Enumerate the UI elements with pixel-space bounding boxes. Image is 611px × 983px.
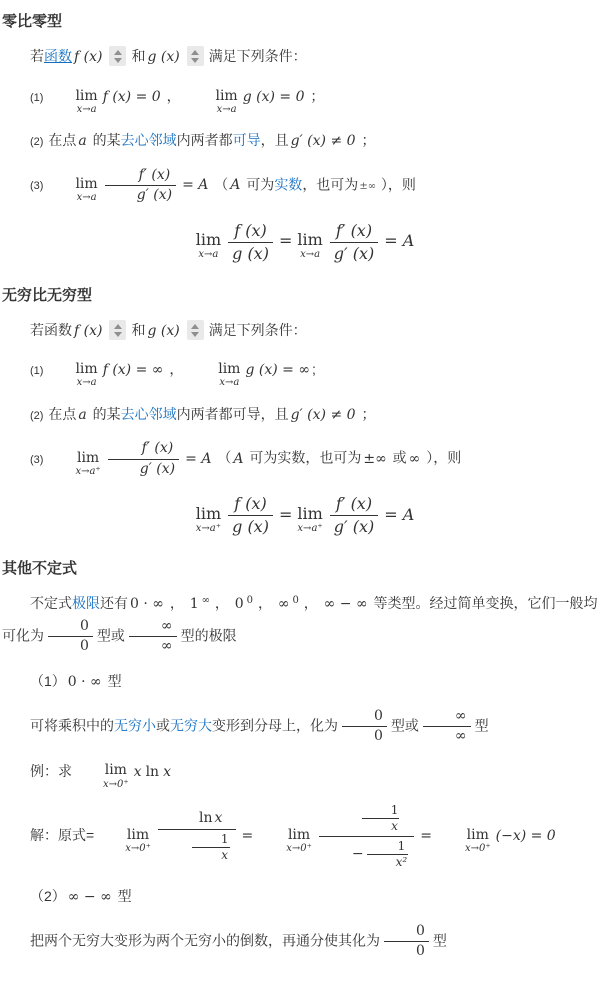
fraction-denominator: ∞ [454, 728, 467, 745]
fraction-denominator: g (x) [232, 517, 269, 537]
text: 型或 [390, 717, 419, 734]
fraction-denominator: x [221, 847, 229, 862]
lim-word: lim [287, 827, 311, 844]
text: ，且 [260, 132, 289, 149]
text: 在点 [48, 132, 77, 149]
math-pm-infinity: ±∞ [363, 451, 387, 468]
end-punctuation: ； [361, 132, 376, 149]
fraction-numerator: f′ (x) [105, 167, 176, 187]
stepper-down-icon [114, 332, 122, 337]
math-g-of-x: g (x) [147, 322, 180, 339]
math-pm-infinity: ±∞ [359, 181, 377, 193]
equals-sign: = [278, 231, 293, 251]
intro-text: 若 [30, 48, 44, 64]
text: 不定式 [30, 595, 72, 612]
link-shishu[interactable]: 实数 [274, 176, 303, 193]
inner-fraction-1-over-x [192, 832, 230, 863]
math-exponent: 0 [246, 594, 254, 606]
text: 的某 [92, 405, 121, 422]
fraction-numerator: f (x) [228, 221, 273, 243]
math-x: x [133, 763, 142, 780]
text: 例：求 [30, 762, 72, 779]
lim-word: lim [215, 87, 238, 104]
formula-stepper-icon[interactable] [109, 320, 126, 340]
text: 变形到分母上，化为 [212, 717, 338, 734]
stepper-down-icon [114, 58, 122, 63]
lim-subscript: x→0⁺ [464, 843, 491, 855]
limit-operator [75, 762, 129, 790]
stepper-up-icon [191, 50, 199, 55]
fraction-numerator: 0 [384, 923, 429, 943]
lim-word: lim [76, 449, 100, 466]
lim-subscript: x→0⁺ [125, 843, 151, 855]
s3-subheading-2 [2, 883, 607, 911]
fraction-denominator [158, 830, 236, 864]
lim-subscript: x→a [76, 192, 97, 204]
math-base: 0 [234, 596, 244, 613]
fraction-denominator: g′ (x) [333, 517, 375, 537]
link-wuqiongxiao[interactable]: 无穷小 [114, 717, 156, 734]
lim-word: lim [195, 230, 222, 250]
limit-operator [47, 88, 97, 116]
end-punctuation: ； [310, 87, 325, 104]
text: 可为实数，也可为 [249, 450, 362, 467]
link-quxin-linyu[interactable]: 去心邻域 [120, 132, 177, 149]
item-marker: (2) [30, 409, 44, 422]
fraction-denominator: g (x) [232, 243, 269, 263]
fraction-numerator: 1 [192, 832, 230, 848]
lim-word: lim [104, 762, 127, 779]
math-zero-times-inf: 0 · ∞ [130, 596, 164, 613]
lim-subscript: x→a [198, 249, 219, 261]
formula-stepper-icon[interactable] [109, 46, 126, 66]
text: 型 [107, 672, 122, 689]
s1-condition-3 [2, 167, 607, 205]
math-g-of-x: g (x) [147, 49, 180, 65]
math-base: 1 [189, 596, 199, 613]
fraction-numerator: ∞ [423, 708, 471, 728]
limit-operator [190, 361, 240, 389]
text: 把两个无穷大变形为两个无穷小的倒数，再通分使其化为 [30, 932, 380, 949]
math-base: ∞ [277, 596, 290, 613]
separator: ， [169, 361, 184, 378]
limit-operator [196, 231, 221, 261]
fraction-numerator: f′ (x) [108, 440, 179, 460]
text: （2） [30, 888, 66, 905]
math-A: A [233, 451, 244, 468]
lim-subscript: x→a⁺ [195, 523, 222, 535]
limit-operator [437, 827, 491, 855]
link-wuqiongda[interactable]: 无穷大 [170, 717, 212, 734]
fraction-zero-over-zero [384, 923, 429, 961]
link-hanshu[interactable]: 函数 [44, 48, 72, 64]
fraction-inf-over-inf [423, 708, 471, 746]
math-ln-operator: ln [145, 763, 160, 780]
s1-condition-2 [2, 127, 607, 155]
text: ），则 [426, 450, 462, 467]
fraction [330, 494, 378, 537]
stepper-up-icon [114, 50, 122, 55]
math-equals-A: = A [182, 177, 209, 194]
math-equals-A: = A [384, 505, 415, 525]
limit-operator [297, 505, 322, 535]
s2-condition-2 [2, 401, 607, 429]
formula-stepper-icon[interactable] [187, 46, 204, 66]
limit-operator [187, 88, 237, 116]
fraction-numerator [319, 802, 414, 837]
fraction-denominator [319, 837, 414, 871]
fraction-numerator: 0 [48, 618, 93, 638]
equals-sign: = [241, 828, 254, 845]
separator: ， [166, 87, 181, 104]
math-exponent: 0 [292, 594, 299, 606]
math-f-of-x: f (x) [74, 322, 103, 339]
math-expression: g (x) = ∞ [245, 362, 310, 379]
fraction-numerator: 0 [342, 708, 387, 728]
separator: ， [303, 595, 318, 612]
lim-word: lim [218, 361, 241, 378]
s3-example-line [2, 758, 607, 791]
fraction-denominator: x [391, 819, 398, 834]
formula-stepper-icon[interactable] [187, 320, 204, 340]
s3-paragraph-types [2, 590, 607, 656]
intro-text: 若函数 [30, 321, 72, 338]
fraction-denominator: 0 [374, 728, 383, 745]
math-exponent: ∞ [201, 594, 210, 606]
s3-subheading-1 [2, 668, 607, 696]
fraction-denominator: g′ (x) [333, 243, 375, 263]
text: 型 [432, 932, 447, 949]
math-zero-times-inf: 0 · ∞ [67, 673, 102, 690]
limit-operator [47, 361, 97, 389]
lim-word: lim [75, 361, 98, 378]
item-marker: (3) [30, 180, 44, 193]
text: 型或 [96, 627, 125, 644]
fraction-denominator: 0 [80, 638, 89, 655]
intro-text: 和 [131, 48, 146, 64]
fraction-denominator: x² [395, 855, 408, 870]
fraction-denominator: g′ (x) [136, 187, 173, 204]
limit-operator [97, 827, 151, 855]
math-a: a [78, 133, 87, 150]
lim-subscript: x→a [300, 249, 321, 261]
math-equals-A: = A [384, 231, 415, 251]
math-ln-operator: ln [198, 810, 213, 827]
fraction [228, 221, 273, 264]
end-punctuation: ； [361, 405, 376, 422]
text: ），则 [380, 176, 416, 193]
text: 或 [392, 450, 407, 467]
item-marker: (1) [30, 365, 44, 378]
text: 型的极限 [180, 627, 237, 644]
math-f-of-x: f (x) [74, 49, 103, 65]
equals-sign: = [420, 828, 432, 845]
equals-sign: = [278, 505, 293, 525]
fraction-denominator: ∞ [160, 638, 173, 655]
fraction-1x-over-neg-1x2 [319, 802, 414, 871]
separator: ， [257, 595, 272, 612]
fraction-numerator: ∞ [129, 618, 177, 638]
lim-subscript: x→a [219, 377, 240, 389]
lim-word: lim [195, 503, 222, 523]
heading-zero-over-zero: 零比零型 [2, 13, 63, 30]
text: 型 [117, 888, 132, 905]
stepper-down-icon [191, 332, 199, 337]
math-expression: f (x) = 0 [102, 88, 161, 105]
text: 或 [156, 717, 170, 734]
math-equals-A: = A [185, 451, 212, 468]
text: 可为 [246, 176, 275, 193]
link-jixian[interactable]: 极限 [72, 595, 100, 612]
text: 解：原式= [30, 827, 95, 844]
text: 可将乘积中的 [30, 717, 114, 734]
text: 型 [474, 717, 489, 734]
fraction-numerator: f (x) [228, 494, 273, 516]
end-punctuation: ; [311, 361, 316, 378]
intro-text: 满足下列条件： [208, 321, 307, 338]
fraction-numerator: f′ (x) [330, 221, 378, 243]
inner-fraction-1-over-x2 [367, 839, 409, 870]
fraction [228, 494, 273, 537]
math-expression: (−x) = 0 [495, 828, 556, 845]
math-expression: f (x) = ∞ [102, 362, 164, 379]
limit-operator [196, 505, 221, 535]
minus-sign: − [351, 846, 364, 863]
s2-condition-1 [2, 356, 607, 389]
math-x: x [163, 763, 171, 780]
fraction-numerator: 1 [362, 803, 400, 819]
s1-condition-1 [2, 83, 607, 116]
s2-condition-3 [2, 440, 607, 478]
text: （1） [30, 672, 66, 689]
math-a: a [78, 406, 87, 423]
text: 等类型。经过简单变换，它们一般均可化为 [2, 595, 598, 644]
stepper-down-icon [191, 58, 199, 63]
fraction [108, 440, 179, 478]
math-inf-minus-inf: ∞ − ∞ [67, 889, 112, 906]
lim-word: lim [297, 503, 323, 523]
lim-word: lim [75, 176, 98, 193]
lim-subscript: x→a [76, 377, 97, 389]
item-marker: (2) [30, 136, 44, 149]
s2-conclusion-formula [2, 494, 607, 537]
text: （ [214, 176, 229, 193]
lim-subscript: x→a [216, 103, 237, 115]
s2-intro-line [2, 317, 607, 345]
s3-paragraph-method-2 [2, 923, 607, 961]
fraction-denominator: g′ (x) [139, 460, 176, 477]
fraction-numerator: 1 [367, 839, 409, 855]
fraction-zero-over-zero [342, 708, 387, 746]
fraction-denominator: 0 [416, 943, 425, 960]
separator: ， [169, 595, 184, 612]
limit-operator [47, 450, 100, 478]
text: ，也可为 [302, 176, 359, 193]
s1-conclusion-formula [2, 221, 607, 264]
text: 的某 [92, 132, 121, 149]
text: 还有 [100, 595, 128, 612]
lim-subscript: x→0⁺ [103, 778, 129, 790]
fraction [105, 167, 176, 205]
math-expression: g′ (x) ≠ 0 [290, 406, 356, 423]
math-x: x [214, 810, 223, 827]
text: 内两者都 [176, 132, 233, 149]
fraction-numerator [158, 809, 236, 830]
limit-operator [258, 827, 312, 855]
item-marker: (1) [30, 91, 44, 104]
intro-text: 满足下列条件： [208, 48, 307, 64]
item-marker: (3) [30, 454, 44, 467]
text: 内两者都可导，且 [176, 405, 289, 422]
lim-subscript: x→a⁺ [297, 523, 323, 535]
fraction-numerator: f′ (x) [330, 494, 378, 516]
lim-word: lim [297, 230, 323, 250]
math-A: A [230, 177, 241, 194]
lim-word: lim [466, 827, 489, 844]
limit-operator [47, 176, 97, 204]
math-expression: g′ (x) ≠ 0 [290, 133, 356, 150]
lim-subscript: x→a [76, 103, 97, 115]
lim-subscript: x→0⁺ [286, 843, 312, 855]
inner-fraction-1-over-x [362, 803, 400, 834]
math-expression: g (x) = 0 [242, 88, 305, 105]
math-infinity: ∞ [408, 451, 421, 468]
limit-operator [297, 231, 322, 261]
intro-text: 和 [131, 321, 146, 338]
text: （ [217, 450, 232, 467]
s3-solution-line [2, 802, 607, 871]
link-kedao[interactable]: 可导 [232, 132, 261, 149]
fraction-zero-over-zero [48, 618, 93, 656]
stepper-up-icon [191, 324, 199, 329]
fraction-inf-over-inf [129, 618, 177, 656]
fraction [330, 221, 378, 264]
math-inf-minus-inf: ∞ − ∞ [323, 596, 368, 613]
text: 在点 [48, 405, 77, 422]
s3-paragraph-method-1 [2, 708, 607, 746]
lim-subscript: x→a⁺ [75, 466, 101, 478]
stepper-up-icon [114, 324, 122, 329]
lim-word: lim [75, 87, 98, 104]
lim-word: lim [126, 827, 150, 844]
link-quxin-linyu[interactable]: 去心邻域 [120, 405, 177, 422]
separator: ， [214, 595, 229, 612]
heading-inf-over-inf: 无穷比无穷型 [2, 286, 93, 304]
heading-other-forms: 其他不定式 [2, 560, 78, 578]
s1-intro-line [2, 43, 607, 71]
